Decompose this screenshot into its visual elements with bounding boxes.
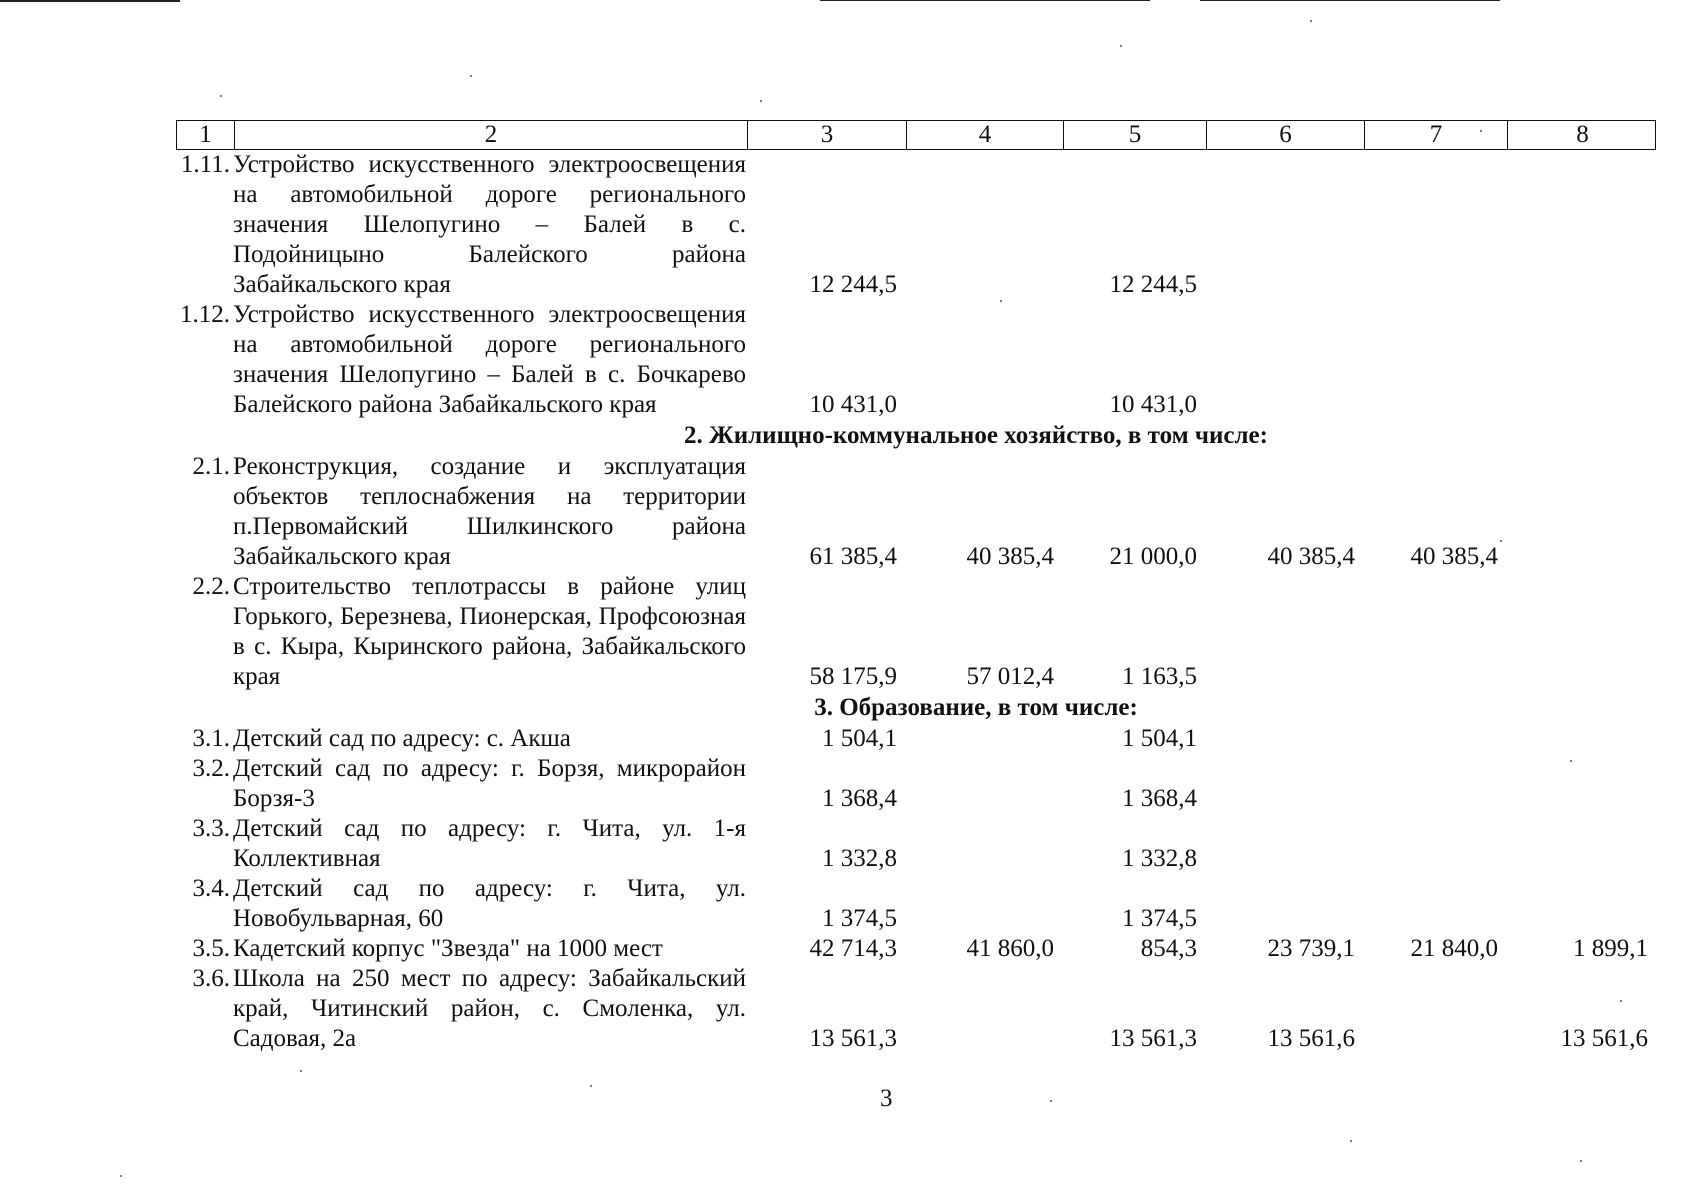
row-number: 3.3. bbox=[192, 815, 230, 842]
page-number: 3 bbox=[880, 1085, 893, 1112]
table-row bbox=[176, 964, 1656, 1054]
table-row bbox=[176, 150, 1656, 300]
value-col-3: 58 175,9 bbox=[809, 663, 897, 690]
scan-speck bbox=[1310, 20, 1312, 22]
row-number: 1.11. bbox=[180, 151, 230, 178]
row-number: 3.4. bbox=[192, 875, 230, 902]
value-col-4: 40 385,4 bbox=[966, 543, 1054, 570]
table-row bbox=[176, 300, 1656, 420]
scan-speck bbox=[1500, 540, 1502, 542]
header-cell-4: 4 bbox=[906, 121, 1063, 149]
row-name: Детский сад по адресу: с. Акша bbox=[233, 725, 571, 752]
table-row bbox=[176, 874, 1656, 934]
table-header-row bbox=[176, 120, 1656, 150]
table-row bbox=[176, 724, 1656, 754]
scan-speck bbox=[470, 75, 472, 77]
row-number: 2.2. bbox=[192, 573, 230, 600]
scan-speck bbox=[1350, 1140, 1352, 1142]
value-col-7: 21 840,0 bbox=[1410, 935, 1498, 962]
table-row bbox=[176, 754, 1656, 814]
table-row bbox=[176, 934, 1656, 964]
value-col-5: 13 561,3 bbox=[1109, 1025, 1197, 1052]
value-col-4: 41 860,0 bbox=[966, 935, 1054, 962]
value-col-5: 10 431,0 bbox=[1109, 391, 1197, 418]
row-number: 3.6. bbox=[192, 965, 230, 992]
row-number: 3.1. bbox=[192, 725, 230, 752]
row-name: Детский сад по адресу: г. Чита, ул. 1-я Коллективная bbox=[233, 815, 746, 872]
header-cell-5: 5 bbox=[1063, 121, 1206, 149]
value-col-3: 10 431,0 bbox=[809, 391, 897, 418]
section-heading: 3. Образование, в том числе: bbox=[814, 694, 1138, 721]
value-col-5: 21 000,0 bbox=[1109, 543, 1197, 570]
scan-artifact-line bbox=[1200, 0, 1500, 1]
value-col-5: 1 332,8 bbox=[1122, 845, 1197, 872]
scan-artifact-line bbox=[820, 0, 1150, 1]
table-body bbox=[176, 150, 1656, 1054]
value-col-5: 854,3 bbox=[1140, 935, 1197, 962]
scan-speck bbox=[120, 1175, 122, 1177]
value-col-3: 12 244,5 bbox=[809, 271, 897, 298]
value-col-7: 40 385,4 bbox=[1410, 543, 1498, 570]
value-col-5: 1 163,5 bbox=[1122, 663, 1197, 690]
value-col-8: 13 561,6 bbox=[1560, 1025, 1648, 1052]
value-col-3: 1 332,8 bbox=[822, 845, 897, 872]
header-cell-2: 2 bbox=[234, 121, 747, 149]
section-heading: 2. Жилищно-коммунальное хозяйство, в том числе: bbox=[684, 422, 1268, 449]
row-name: Школа на 250 мест по адресу: Забайкальский край, Читинский район, с. Смоленка, ул. Садовая, 2а bbox=[233, 965, 746, 1052]
table-row bbox=[176, 814, 1656, 874]
scan-artifact-line bbox=[0, 0, 180, 2]
row-name: Устройство искусственного электроосвещения на автомобильной дороге регионального значения Шелопугино – Балей в с. Подойницыно Балейского района Забайкальского края bbox=[233, 151, 746, 298]
value-col-5: 12 244,5 bbox=[1109, 271, 1197, 298]
value-col-3: 1 504,1 bbox=[822, 725, 897, 752]
value-col-3: 42 714,3 bbox=[809, 935, 897, 962]
row-number: 3.5. bbox=[192, 935, 230, 962]
value-col-6: 13 561,6 bbox=[1267, 1025, 1355, 1052]
scan-speck bbox=[1620, 1000, 1622, 1002]
header-cell-6: 6 bbox=[1206, 121, 1364, 149]
row-name: Строительство теплотрассы в районе улиц Горького, Березнева, Пионерская, Профсоюзная в с. Кыра, Кыринского района, Забайкальского края bbox=[233, 573, 746, 690]
row-number: 2.1. bbox=[192, 453, 230, 480]
value-col-6: 40 385,4 bbox=[1267, 543, 1355, 570]
scan-speck bbox=[1570, 760, 1572, 762]
value-col-5: 1 504,1 bbox=[1122, 725, 1197, 752]
table-row bbox=[176, 452, 1656, 572]
scan-speck bbox=[590, 1085, 592, 1087]
header-cell-3: 3 bbox=[747, 121, 906, 149]
scan-speck bbox=[300, 1070, 302, 1072]
value-col-3: 1 374,5 bbox=[822, 905, 897, 932]
row-name: Детский сад по адресу: г. Чита, ул. Новобульварная, 60 bbox=[233, 875, 746, 932]
scan-speck bbox=[1480, 130, 1482, 132]
row-name: Реконструкция, создание и эксплуатация объектов теплоснабжения на территории п.Первомайский Шилкинского района Забайкальского края bbox=[233, 453, 746, 570]
value-col-6: 23 739,1 bbox=[1267, 935, 1355, 962]
value-col-5: 1 374,5 bbox=[1122, 905, 1197, 932]
scan-speck bbox=[220, 95, 222, 97]
table-row bbox=[176, 572, 1656, 692]
financing-table bbox=[176, 120, 1656, 1054]
scan-speck bbox=[1050, 1100, 1052, 1102]
header-cell-8: 8 bbox=[1507, 121, 1657, 149]
value-col-8: 1 899,1 bbox=[1573, 935, 1648, 962]
value-col-3: 61 385,4 bbox=[809, 543, 897, 570]
row-name: Устройство искусственного электроосвещения на автомобильной дороге регионального значения Шелопугино – Балей в с. Бочкарево Балейского района Забайкальского края bbox=[233, 301, 746, 418]
scan-speck bbox=[760, 100, 762, 102]
header-cell-7: 7 bbox=[1364, 121, 1507, 149]
value-col-3: 13 561,3 bbox=[809, 1025, 897, 1052]
row-number: 3.2. bbox=[192, 755, 230, 782]
scan-speck bbox=[1580, 1160, 1582, 1162]
value-col-5: 1 368,4 bbox=[1122, 785, 1197, 812]
value-col-4: 57 012,4 bbox=[966, 663, 1054, 690]
row-number: 1.12. bbox=[180, 301, 230, 328]
value-col-3: 1 368,4 bbox=[822, 785, 897, 812]
header-cell-1: 1 bbox=[199, 121, 212, 148]
scan-speck bbox=[1000, 300, 1002, 302]
scan-speck bbox=[1120, 45, 1122, 47]
row-name: Кадетский корпус "Звезда" на 1000 мест bbox=[233, 935, 663, 962]
row-name: Детский сад по адресу: г. Борзя, микрорайон Борзя-3 bbox=[233, 755, 746, 812]
